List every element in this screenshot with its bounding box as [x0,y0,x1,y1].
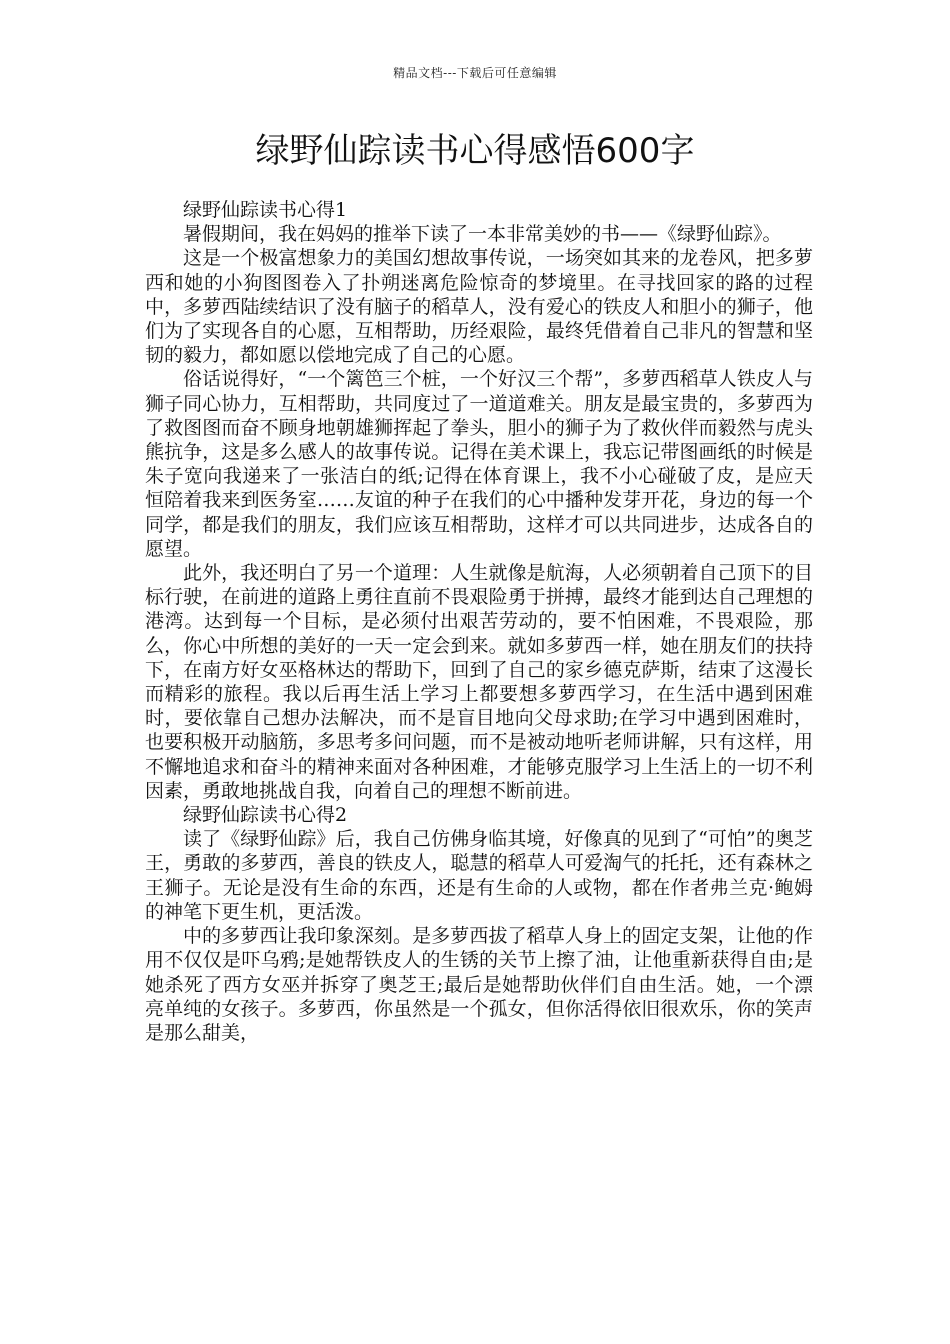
section-heading-2: 绿野仙踪读书心得2 [183,804,348,827]
paragraph: 读了《绿野仙踪》后，我自己仿佛身临其境，好像真的见到了“可怕”的奥芝王，勇敢的多萝西，善良的铁皮人，聪慧的稻草人可爱淘气的托托，还有森林之王狮子。无论是没有生命的东西，还是有生命的人或物，都在作者弗兰克·鲍姆的神笔下更生机，更活泼。 [145,828,813,923]
paragraph: 暑假期间，我在妈妈的推举下读了一本非常美妙的书——《绿野仙踪》。 [183,223,782,246]
header-note: 精品文档---下载后可任意编辑 [393,66,557,80]
document-body [145,198,813,1045]
paragraph: 此外，我还明白了另一个道理：人生就像是航海，人必须朝着自己顶下的目标行驶，在前进的道路上勇往直前不畏艰险勇于拼搏，最终才能到达自己理想的港湾。达到每一个目标，是必须付出艰苦劳动的，要不怕困难，不畏艰险，那么，你心中所想的美好的一天一定会到来。就如多萝西一样，她在朋友们的扶持下，在南方好女巫格林达的帮助下，回到了自己的家乡德克萨斯，结束了这漫长而精彩的旅程。我以后再生活上学习上都要想多萝西学习，在生活中遇到困难时，要依靠自己想办法解决，而不是盲目地向父母求助;在学习中遇到困难时，也要积极开动脑筋，多思考多问问题，而不是被动地听老师讲解，只有这样，用不懈地追求和奋斗的精神来面对各种困难，才能够克服学习上生活上的一切不利因素，勇敢地挑战自我，向着自己的理想不断前进。 [145,562,813,802]
paragraph: 中的多萝西让我印象深刻。是多萝西拔了稻草人身上的固定支架，让他的作用不仅仅是吓乌鸦;是她帮铁皮人的生锈的关节上擦了油，让他重新获得自由;是她杀死了西方女巫并拆穿了奥芝王;最后是她帮助伙伴们自由生活。她，一个漂亮单纯的女孩子。多萝西，你虽然是一个孤女，但你活得依旧很欢乐，你的笑声是那么甜美， [145,925,813,1044]
paragraph: 俗话说得好，“一个篱笆三个桩，一个好汉三个帮”，多萝西稻草人铁皮人与狮子同心协力，互相帮助，共同度过了一道道难关。朋友是最宝贵的，多萝西为了救图图而奋不顾身地朝雄狮挥起了拳头，胆小的狮子为了救伙伴而毅然与虎头熊抗争，这是多么感人的故事传说。记得在美术课上，我忘记带图画纸的时候是朱子宽向我递来了一张洁白的纸;记得在体育课上，我不小心碰破了皮，是应天恒陪着我来到医务室……友谊的种子在我们的心中播种发芽开花，身边的每一个同学，都是我们的朋友，我们应该互相帮助，这样才可以共同进步，达成各自的愿望。 [145,368,813,560]
document-title: 绿野仙踪读书心得感悟600字 [255,131,695,171]
paragraph: 这是一个极富想象力的美国幻想故事传说，一场突如其来的龙卷风，把多萝西和她的小狗图图卷入了扑朔迷离危险惊奇的梦境里。在寻找回家的路的过程中，多萝西陆续结识了没有脑子的稻草人，没有爱心的铁皮人和胆小的狮子，他们为了实现各自的心愿，互相帮助，历经艰险，最终凭借着自己非凡的智慧和坚韧的毅力，都如愿以偿地完成了自己的心愿。 [145,247,813,367]
section-heading-1: 绿野仙踪读书心得1 [183,199,348,221]
